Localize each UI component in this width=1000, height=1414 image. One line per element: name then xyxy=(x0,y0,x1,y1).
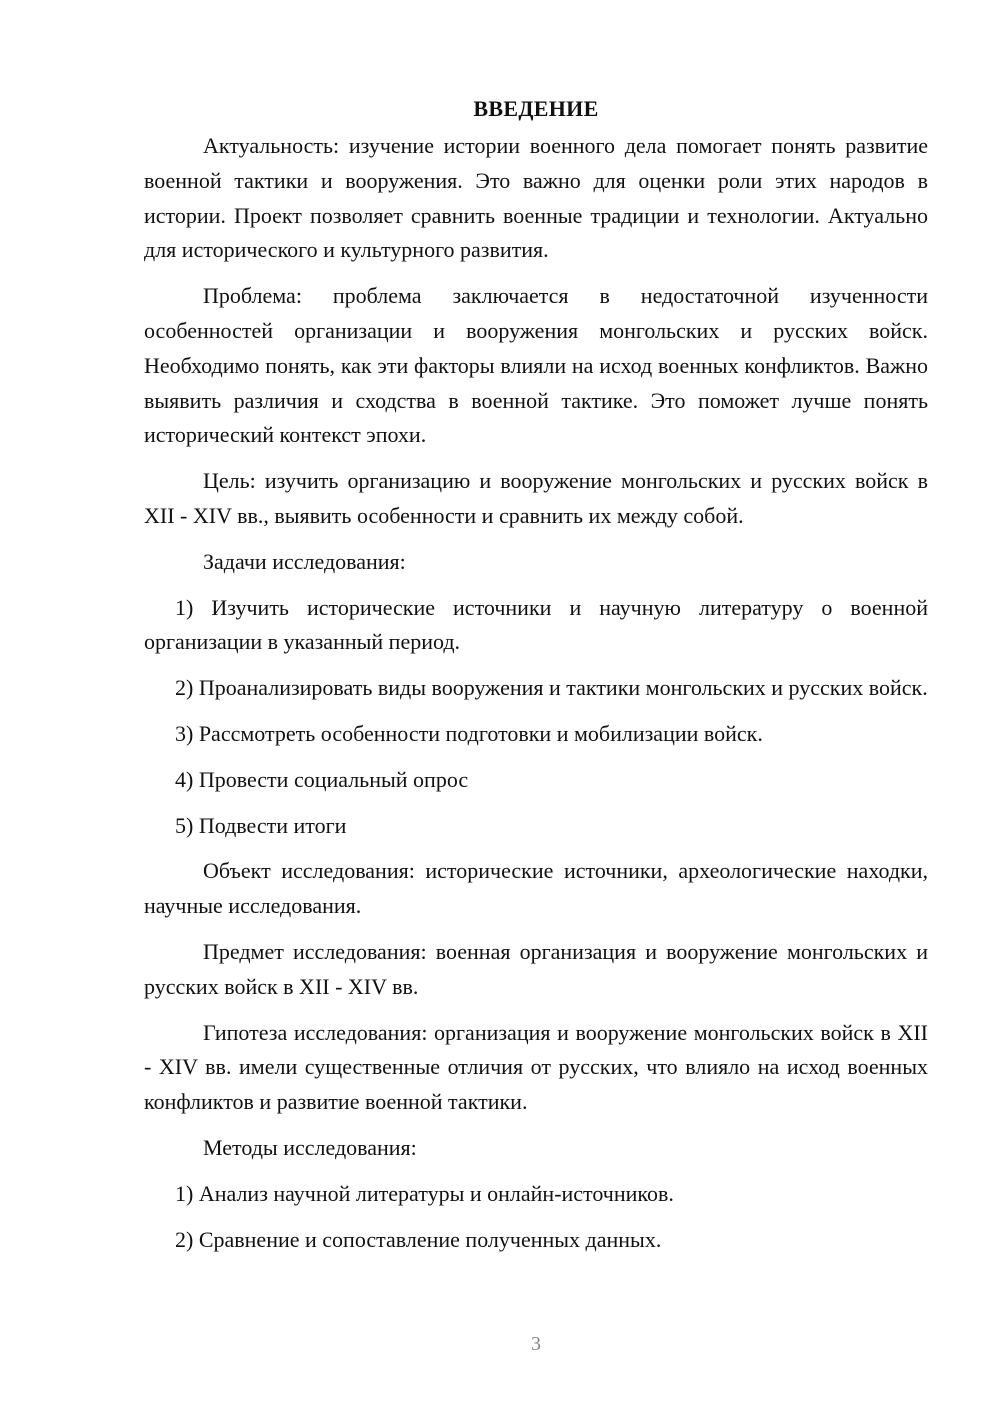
paragraph-object: Объект исследования: исторические источники, археологические находки, научные исследования. xyxy=(144,858,928,919)
method-item-1: 1) Анализ научной литературы и онлайн-источников. xyxy=(175,1180,674,1206)
paragraph-tasks-heading: Задачи исследования: xyxy=(203,548,406,574)
task-item-2: 2) Проанализировать виды вооружения и тактики монгольских и русских войск. xyxy=(175,675,928,701)
page-number: 3 xyxy=(531,1333,541,1355)
method-item-2: 2) Сравнение и сопоставление полученных данных. xyxy=(175,1226,662,1252)
task-item-5: 5) Подвести итоги xyxy=(175,812,347,838)
task-item-3: 3) Рассмотреть особенности подготовки и мобилизации войск. xyxy=(175,720,763,746)
paragraph-relevance: Актуальность: изучение истории военного дела помогает понять развитие военной тактики и вооружения. Это важно для оценки роли этих народов в истории. Проект позволяет сравнить военные традиции и технологии. Актуально для исторического и культурного развития. xyxy=(144,133,928,263)
task-item-4: 4) Провести социальный опрос xyxy=(175,766,469,792)
task-item-1: 1) Изучить исторические источники и научную литературу о военной организации в указанный период. xyxy=(144,594,928,655)
paragraph-goal: Цель: изучить организацию и вооружение монгольских и русских войск в XII - XIV вв., выявить особенности и сравнить их между собой. xyxy=(144,468,928,528)
paragraph-problem: Проблема: проблема заключается в недостаточной изученности особенностей организации и вооружения монгольских и русских войск. Необходимо понять, как эти факторы влияли на исход военных конфликтов. Важно выявить различия и сходства в военной тактике. Это поможет лучше понять исторический контекст эпохи. xyxy=(144,283,928,448)
page-content xyxy=(144,92,928,1268)
section-title: ВВЕДЕНИЕ xyxy=(473,96,599,121)
paragraph-methods-heading: Методы исследования: xyxy=(203,1134,417,1160)
paragraph-subject: Предмет исследования: военная организация и вооружение монгольских и русских войск в XII - XIV вв. xyxy=(144,938,928,999)
paragraph-hypothesis: Гипотеза исследования: организация и вооружение монгольских войск в XII - XIV вв. имели существенные отличия от русских, что влияло на исход военных конфликтов и развитие военной тактики. xyxy=(144,1019,928,1115)
